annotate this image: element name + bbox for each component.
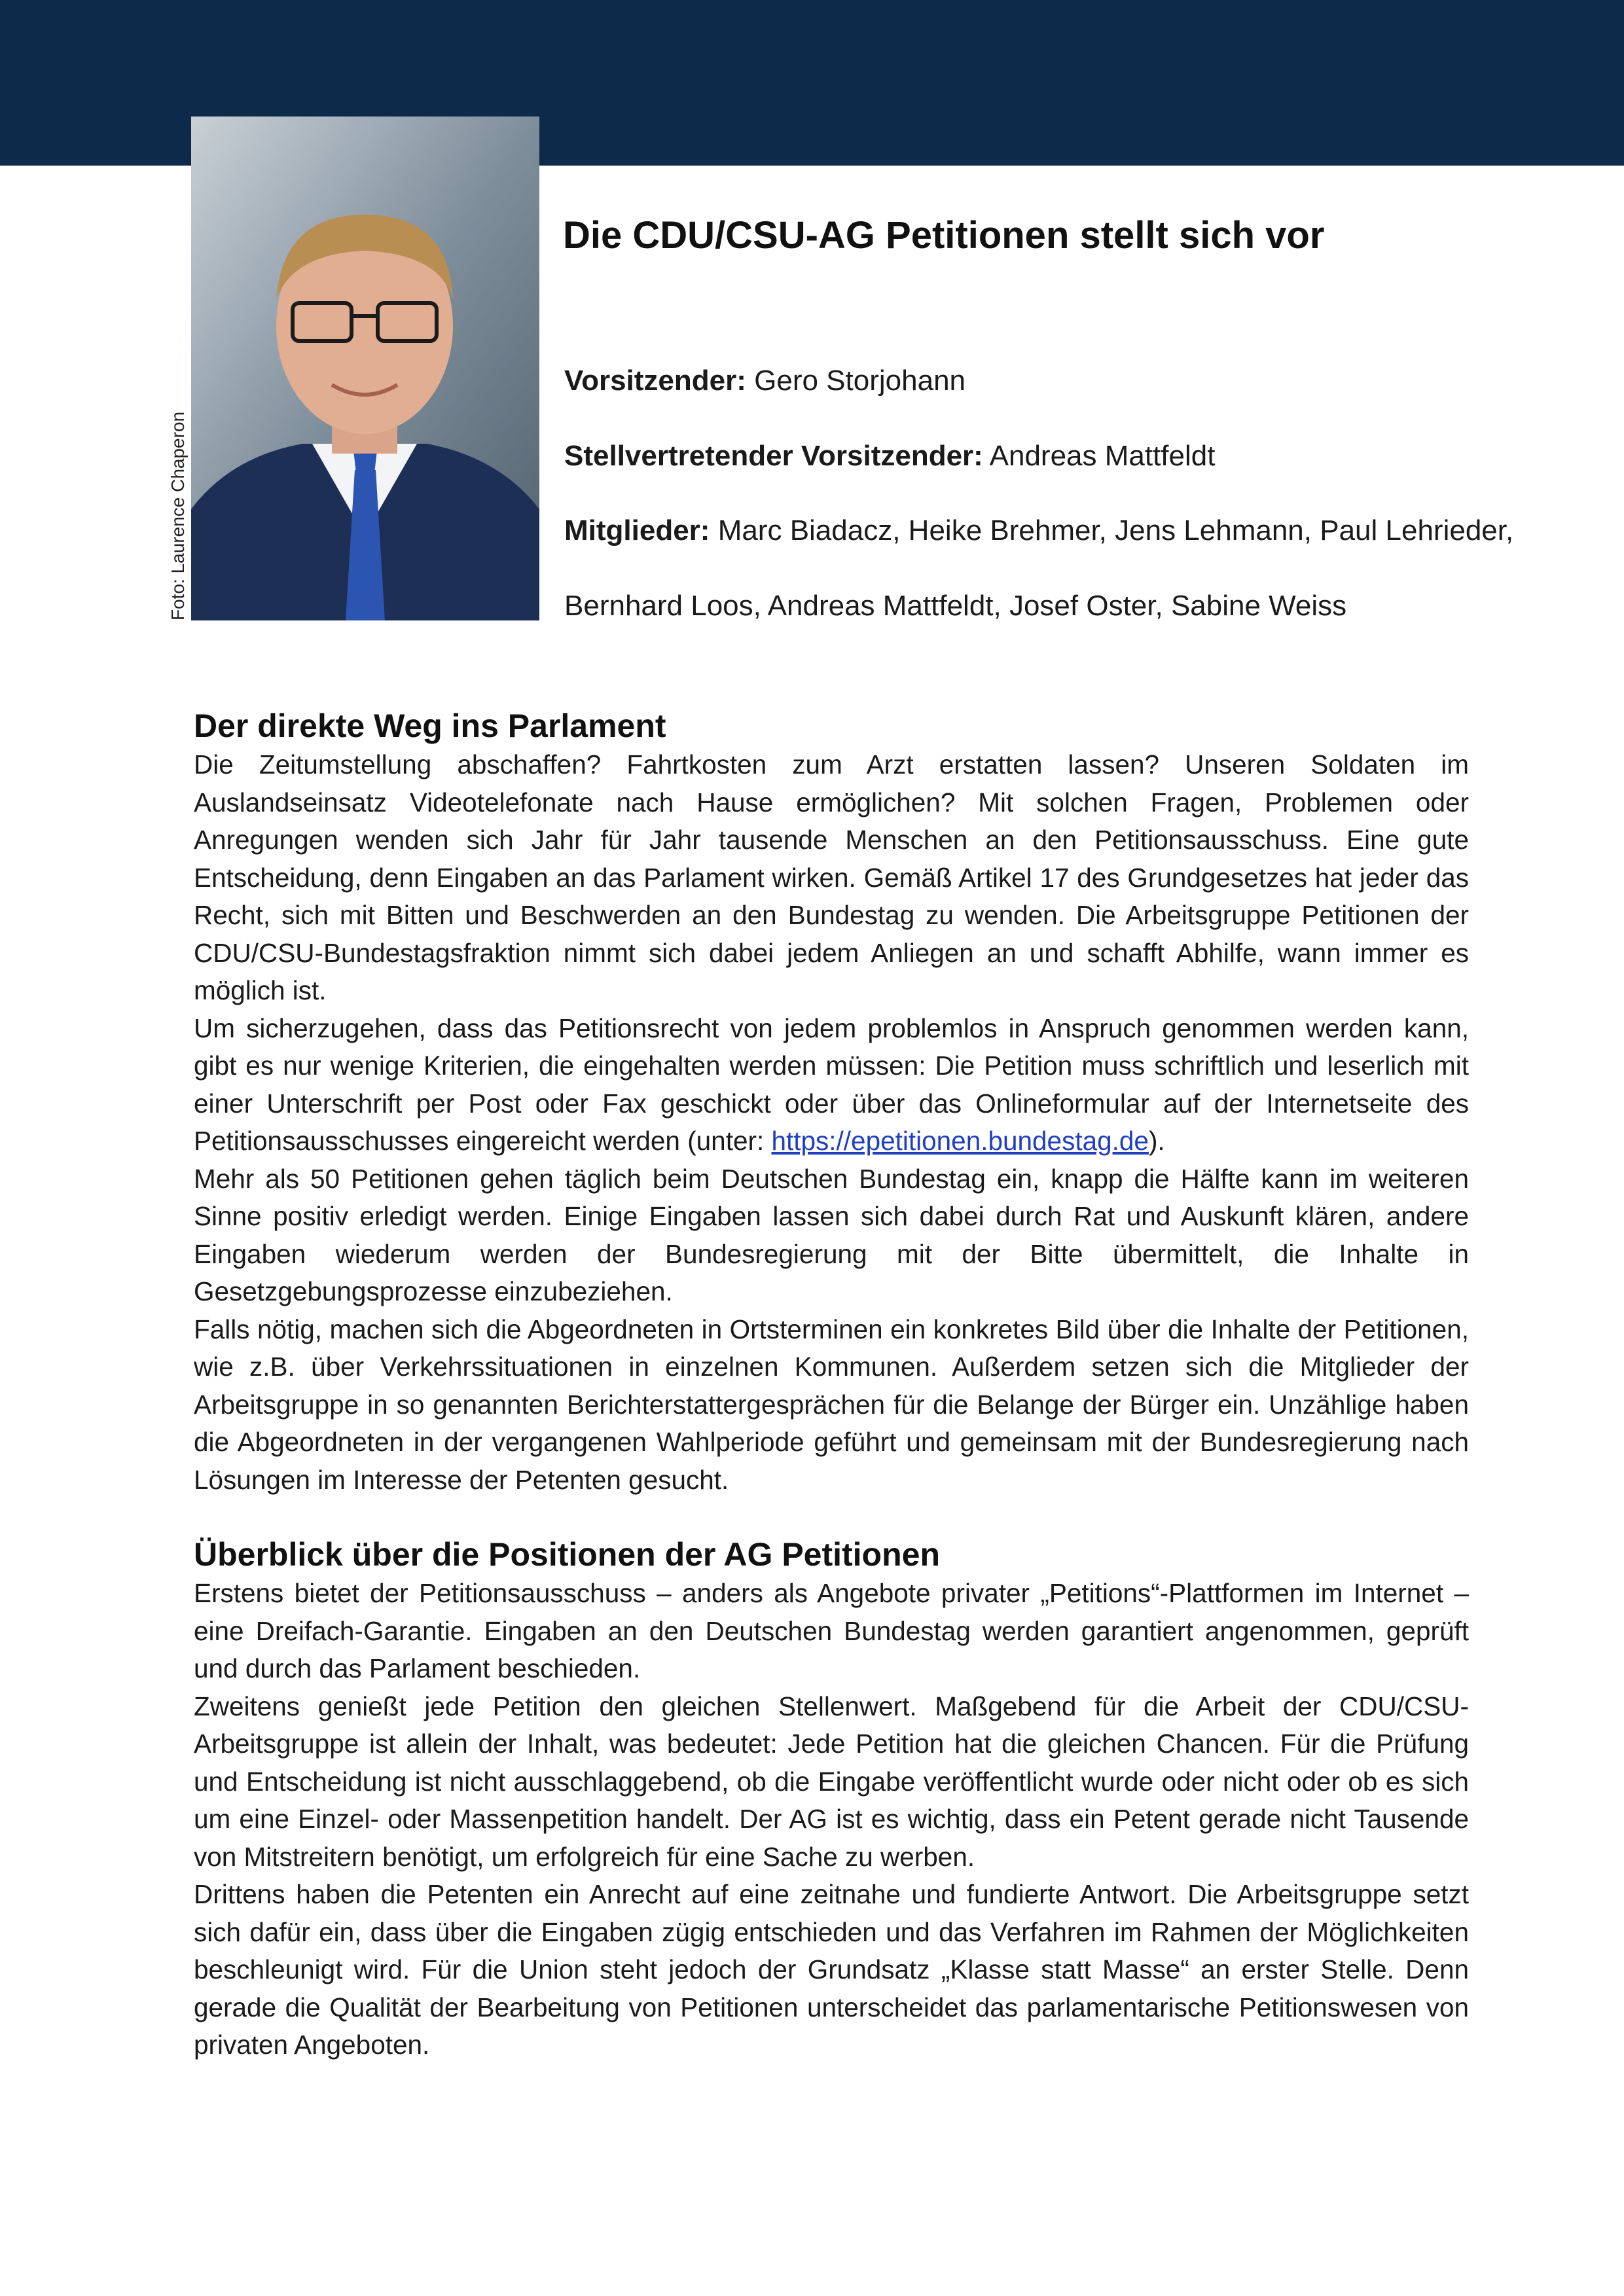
chair-label: Vorsitzender: <box>564 365 746 397</box>
paragraph: Mehr als 50 Petitionen gehen täglich beim Deutschen Bundestag ein, knapp die Hälfte kann im weiteren Sinne positiv erledigt werden. Einige Eingaben lassen sich dabei durch Rat und Auskunft klären, andere Eingaben wiederum werden der Bundesregierung mit der Bitte übermittelt, die Inhalte in Gesetzgebungsprozesse einzubeziehen. <box>194 1163 1469 1306</box>
members-line <box>564 511 1513 550</box>
deputy-label: Stellvertretender Vorsitzender: <box>564 440 983 472</box>
photo-credit: Foto: Laurence Chaperon <box>168 411 188 620</box>
members-list-line2: Bernhard Loos, Andreas Mattfeldt, Josef Oster, Sabine Weiss <box>564 590 1347 622</box>
portrait-photo <box>191 117 539 620</box>
section-heading-overview: Überblick über die Positionen der AG Petitionen <box>194 1536 940 1573</box>
members-label: Mitglieder: <box>564 514 710 547</box>
paragraph: Die Zeitumstellung abschaffen? Fahrtkosten zum Arzt erstatten lassen? Unseren Soldaten im Auslandseinsatz Videotelefonate nach Hause ermöglichen? Mit solchen Fragen, Problemen oder Anregungen wenden sich Jahr für Jahr tausende Menschen an den Petitionsausschuss. Eine gute Entscheidung, denn Eingaben an das Parlament wirken. Gemäß Artikel 17 des Grundgesetzes hat jeder das Recht, sich mit Bitten und Beschwerden an den Bundestag zu wenden. Die Arbeitsgruppe Petitionen der CDU/CSU-Bundestagsfraktion nimmt sich dabei jedem Anliegen an und schafft Abhilfe, wann immer es möglich ist. <box>194 749 1469 1005</box>
section-heading-direct-way: Der direkte Weg ins Parlament <box>194 708 666 744</box>
portrait-illustration <box>191 117 539 620</box>
epetitionen-link[interactable]: https://epetitionen.bundestag.de <box>771 1126 1149 1156</box>
paragraph-with-link <box>194 1010 1469 1160</box>
members-list-line1: Marc Biadacz, Heike Brehmer, Jens Lehmann, Paul Lehrieder, <box>717 514 1514 547</box>
members-line-2 <box>564 586 1346 626</box>
paragraph-text: Um sicherzugehen, dass das Petitionsrecht von jedem problemlos in Anspruch genommen werden kann, gibt es nur wenige Kriterien, die eingehalten werden müssen: Die Petition muss schriftlich und leserlich mit einer Unterschrift per Post oder Fax geschickt oder über das Onlineformular auf der Internetseite des Petitionsausschusses eingereicht werden (unter: <box>194 1013 1469 1156</box>
paragraph: Drittens haben die Petenten ein Anrecht auf eine zeitnahe und fundierte Antwort. Die Arbeitsgruppe setzt sich dafür ein, dass über die Eingaben zügig entschieden und das Verfahren im Rahmen der Möglichkeiten beschleunigt wird. Für die Union steht jedoch der Grundsatz „Klasse statt Masse“ an erster Stelle. Denn gerade die Qualität der Bearbeitung von Petitionen unterscheidet das parlamentarische Petitionswesen von privaten Angeboten. <box>194 1879 1469 2060</box>
chair-line <box>564 361 965 401</box>
paragraph-text-end: ). <box>1148 1126 1165 1156</box>
article-body <box>194 706 1469 2064</box>
paragraph: Falls nötig, machen sich die Abgeordneten in Ortsterminen ein konkretes Bild über die Inhalte der Petitionen, wie z.B. über Verkehrssituationen in einzelnen Kommunen. Außerdem setzen sich die Mitglieder der Arbeitsgruppe in so genannten Berichterstattergesprächen für die Belange der Bürger ein. Unzählige haben die Abgeordneten in der vergangenen Wahlperiode geführt und gemeinsam mit der Bundesregierung nach Lösungen im Interesse der Petenten gesucht. <box>194 1314 1469 1495</box>
page-title: Die CDU/CSU-AG Petitionen stellt sich vor <box>563 214 1325 257</box>
paragraph: Zweitens genießt jede Petition den gleichen Stellenwert. Maßgebend für die Arbeit der CDU/CSU-Arbeitsgruppe ist allein der Inhalt, was bedeutet: Jede Petition hat die gleichen Chancen. Für die Prüfung und Entscheidung ist nicht ausschlaggebend, ob die Eingabe veröffentlicht wurde oder nicht oder ob es sich um eine Einzel- oder Massenpetition handelt. Der AG ist es wichtig, dass ein Petent gerade nicht Tausende von Mitstreitern benötigt, um erfolgreich für eine Sache zu werben. <box>194 1691 1469 1872</box>
section-gap <box>194 1499 1469 1534</box>
paragraph: Erstens bietet der Petitionsausschuss – anders als Angebote privater „Petitions“-Plattformen im Internet – eine Dreifach-Garantie. Eingaben an den Deutschen Bundestag werden garantiert angenommen, geprüft und durch das Parlament beschieden. <box>194 1578 1469 1683</box>
chair-name: Gero Storjohann <box>754 365 966 397</box>
deputy-name: Andreas Mattfeldt <box>989 440 1216 472</box>
deputy-line <box>564 437 1215 476</box>
